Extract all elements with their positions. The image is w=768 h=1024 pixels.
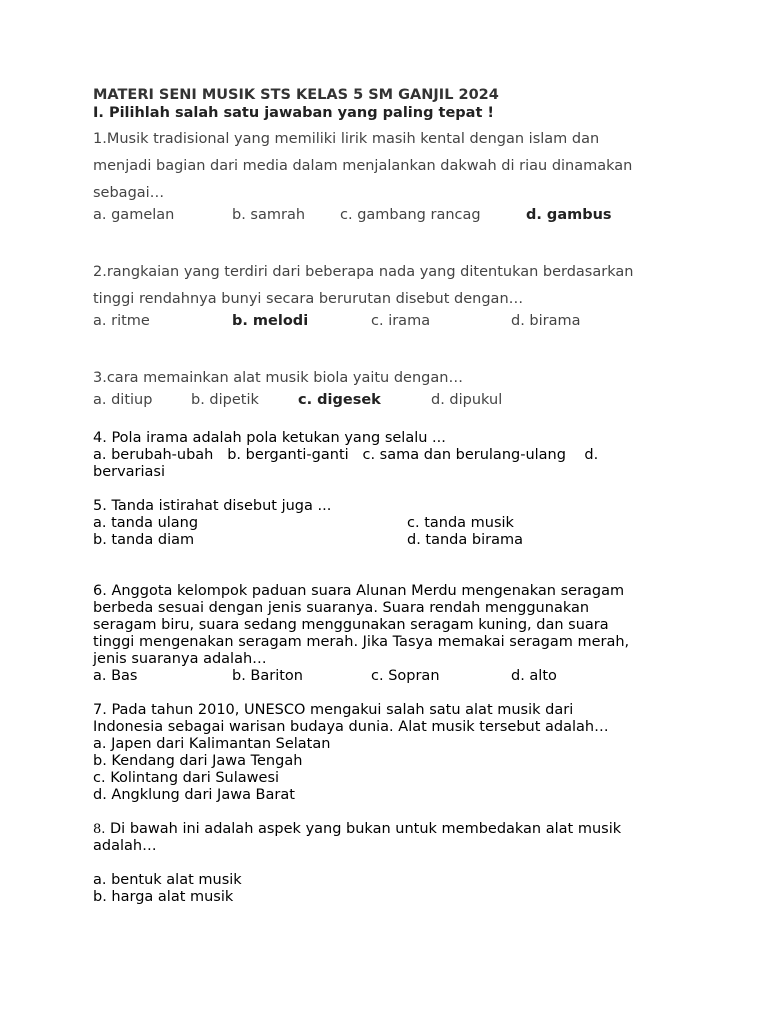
option-d: d. dipukul xyxy=(431,392,503,408)
option-b: b. harga alat musik xyxy=(93,889,234,905)
option-d-correct: d. gambus xyxy=(526,207,612,223)
answer-options-row xyxy=(93,532,713,549)
option-c: c. Sopran xyxy=(371,668,440,684)
option-b-correct: b. melodi xyxy=(232,313,309,329)
question-text-line: Indonesia sebagai warisan budaya dunia. Alat musik tersebut adalah… xyxy=(93,719,609,735)
question-text-line: seragam biru, suara sedang menggunakan seragam kuning, dan suara xyxy=(93,617,609,633)
option-b: b. Kendang dari Jawa Tengah xyxy=(93,753,303,769)
option-a: a. gamelan xyxy=(93,207,175,223)
question-text: Di bawah ini adalah aspek yang bukan untuk membedakan alat musik xyxy=(105,821,622,837)
option-c-correct: c. digesek xyxy=(298,392,381,408)
option-c: c. gambang rancag xyxy=(340,207,481,223)
option-c: c. tanda musik xyxy=(407,515,514,531)
question-5 xyxy=(93,498,713,549)
option-c: c. Kolintang dari Sulawesi xyxy=(93,770,280,786)
answer-options xyxy=(93,392,713,416)
question-text-line: 4. Pola irama adalah pola ketukan yang selalu ... xyxy=(93,430,446,446)
option-a: a. ritme xyxy=(93,313,150,329)
question-text-line: 7. Pada tahun 2010, UNESCO mengakui salah satu alat musik dari xyxy=(93,702,574,718)
option-d: d. Angklung dari Jawa Barat xyxy=(93,787,295,803)
option-a: a. Japen dari Kalimantan Selatan xyxy=(93,736,331,752)
answer-options-row xyxy=(93,515,713,532)
answer-options-row xyxy=(93,668,713,685)
question-text-line: tinggi rendahnya bunyi secara berurutan disebut dengan… xyxy=(93,291,524,307)
question-text-line: 2.rangkaian yang terdiri dari beberapa nada yang ditentukan berdasarkan xyxy=(93,264,634,280)
document-page xyxy=(93,86,713,906)
question-text-line: tinggi mengenakan seragam merah. Jika Tasya memakai seragam merah, xyxy=(93,634,630,650)
option-b: b. samrah xyxy=(232,207,306,223)
option-c: c. irama xyxy=(371,313,431,329)
document-title: MATERI SENI MUSIK STS KELAS 5 SM GANJIL 2024 xyxy=(93,87,499,103)
question-1 xyxy=(93,126,713,231)
option-b: b. tanda diam xyxy=(93,532,195,548)
question-text: 5. Tanda istirahat disebut juga ... xyxy=(93,498,332,514)
question-text-line: sebagai… xyxy=(93,185,165,201)
option-d: d. tanda birama xyxy=(407,532,523,548)
question-text-line: a. berubah-ubah b. berganti-ganti c. sama dan berulang-ulang d. xyxy=(93,447,599,463)
question-text-line: bervariasi xyxy=(93,464,166,480)
answer-options xyxy=(93,207,713,231)
question-4 xyxy=(93,430,713,481)
option-b: b. dipetik xyxy=(191,392,259,408)
question-text-line: berbeda sesuai dengan jenis suaranya. Suara rendah menggunakan xyxy=(93,600,590,616)
question-8 xyxy=(93,821,713,906)
option-b: b. Bariton xyxy=(232,668,303,684)
question-text-line xyxy=(93,821,713,838)
answer-options xyxy=(93,313,713,337)
question-text-line: 1.Musik tradisional yang memiliki lirik masih kental dengan islam dan xyxy=(93,131,600,147)
option-a: a. tanda ulang xyxy=(93,515,199,531)
question-text-line: menjadi bagian dari media dalam menjalankan dakwah di riau dinamakan xyxy=(93,158,633,174)
option-a: a. bentuk alat musik xyxy=(93,872,242,888)
question-text-line: 3.cara memainkan alat musik biola yaitu dengan… xyxy=(93,370,463,386)
option-d: d. birama xyxy=(511,313,581,329)
question-text-line: jenis suaranya adalah… xyxy=(93,651,267,667)
question-2 xyxy=(93,259,713,337)
option-d: d. alto xyxy=(511,668,557,684)
question-7 xyxy=(93,702,713,804)
question-number: 8. xyxy=(93,822,106,837)
section-instruction: I. Pilihlah salah satu jawaban yang paling tepat ! xyxy=(93,105,495,121)
option-a: a. Bas xyxy=(93,668,138,684)
option-a: a. ditiup xyxy=(93,392,153,408)
question-text-line: 6. Anggota kelompok paduan suara Alunan Merdu mengenakan seragam xyxy=(93,583,625,599)
question-6 xyxy=(93,583,713,685)
question-3 xyxy=(93,365,713,416)
question-text-line: adalah… xyxy=(93,838,157,854)
